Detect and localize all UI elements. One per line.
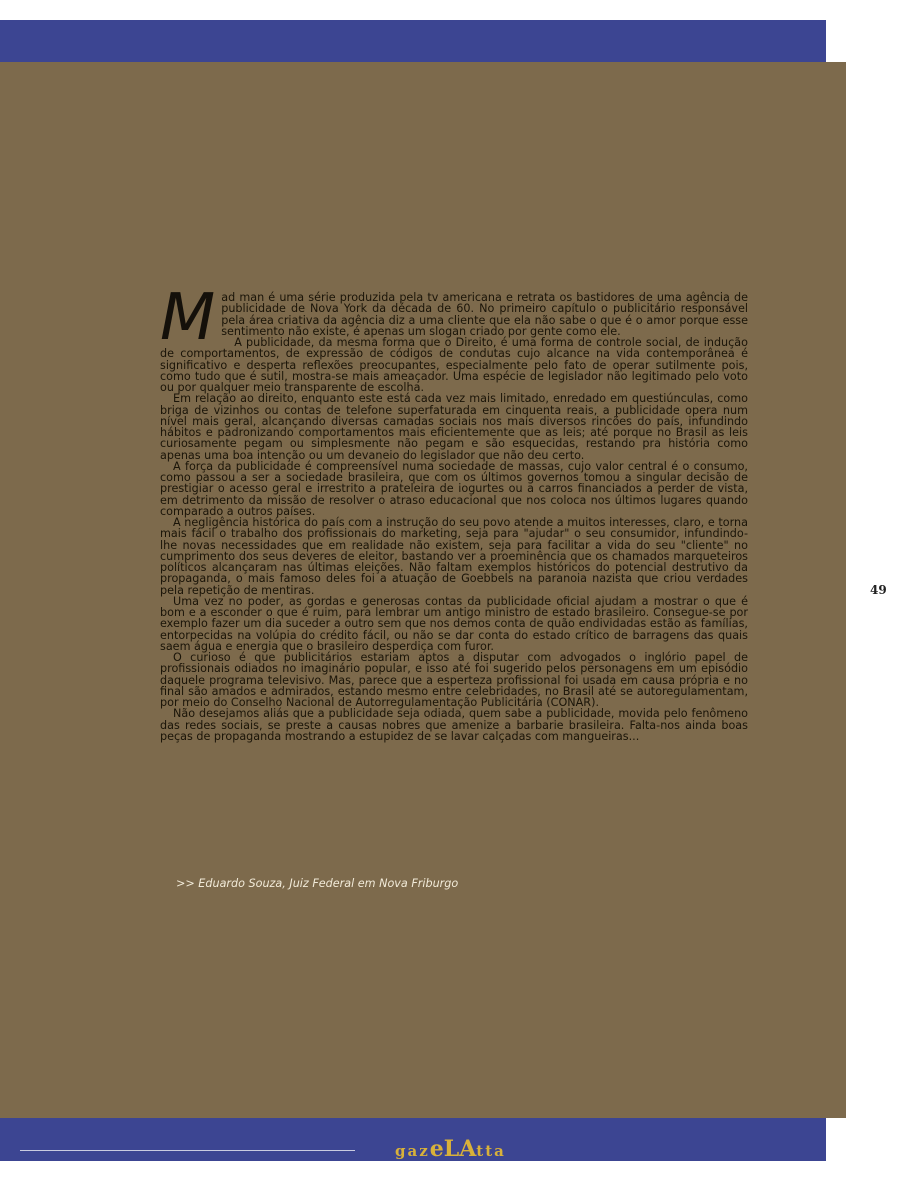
drop-cap: M — [160, 281, 216, 355]
footer-rule — [20, 1150, 355, 1151]
logo-text-mid: eLA — [429, 1136, 477, 1162]
logo-text-right: tta — [476, 1142, 506, 1160]
author-signature: >> Eduardo Souza, Juiz Federal em Nova Friburgo — [176, 877, 459, 890]
article-paragraph: Uma vez no poder, as gordas e generosas contas da publicidade oficial ajudam a mostrar o que é bom e a esconder o que é ruim, para lembrar um antigo ministro de estado brasileiro. Consegue-se por exemplo fazer um dia suceder a outro sem que nos demos conta de quão endividadas estão as famílias, entorpecidas na volúpia do crédito fácil, ou não se dar conta do estado crítico de barragens das quais saem água e energia que o brasileiro desperdiça com furor. — [160, 594, 748, 653]
top-color-band — [0, 20, 826, 62]
article-paragraph: A força da publicidade é compreensível numa sociedade de massas, cujo valor central é o consumo, como passou a ser a sociedade brasileira, que com os últimos governos tomou a singular decisão de prestigiar o acesso geral e irrestrito a prateleira de iogurtes ou a carros financiados a perder de vista, em detrimento da missão de resolver o atraso educacional que nos coloca nos últimos lugares quando comparado a outros países. — [160, 459, 748, 518]
article-body — [160, 281, 748, 743]
article-paragraph: ad man é uma série produzida pela tv americana e retrata os bastidores de uma agência de publicidade de Nova York da década de 60. No primeiro capítulo o publicitário responsável pela área criativa da agência diz a uma cliente que ela não sabe o que é o amor porque esse sentimento não existe, é apenas um slogan criado por gente como ele. — [221, 291, 748, 338]
article-paragraph: A publicidade, da mesma forma que o Direito, é uma forma de controle social, de indução de comportamentos, de expressão de códigos de condutas cujo alcance na vida contemporânea é significativo e desperta reflexões preocupantes, especialmente pelo fato de operar sutilmente pois, como tudo que é sutil, mostra-se mais ameaçador. Uma espécie de legislador não legitimado pelo voto ou por qualquer meio transparente de escolha. — [160, 336, 748, 394]
article-paragraph: A negligência histórica do país com a instrução do seu povo atende a muitos interesses, claro, e torna mais fácil o trabalho dos profissionais do marketing, seja para "ajudar" o seu consumidor, infundindo-lhe novas necessidades que em realidade não existem, seja para facilitar a vida do seu "cliente" no cumprimento dos seus deveres de eleitor, bastando ver a proeminência que os chamados marqueteiros políticos alcançaram nas últimas eleições. Não faltam exemplos históricos do potencial destrutivo da propaganda, o mais famoso deles foi a atuação de Goebbels na paranoia nazista que criou verdades pela repetição de mentiras. — [160, 516, 748, 597]
magazine-logo — [395, 1136, 506, 1163]
article-paragraph: Em relação ao direito, enquanto este está cada vez mais limitado, enredado em questiúnculas, como briga de vizinhos ou contas de telefone superfaturada em cinquenta reais, a publicidade opera num nível mais geral, alcançando diversas camadas sociais nos mais diversos rincões do país, infundindo hábitos e padronizando comportamentos mais eficientemente que as leis; até porque no Brasil as leis curiosamente pegam ou simplesmente não pegam e são esquecidas, restando pra história como apenas uma boa intenção ou um devaneio do legislador que não deu certo. — [160, 392, 748, 462]
article-paragraph: Não desejamos aliás que a publicidade seja odiada, quem sabe a publicidade, movida pelo fenômeno das redes sociais, se preste a causas nobres que amenize a barbarie brasileira. Falta-nos ainda boas peças de propaganda mostrando a estupidez de se lavar calçadas com mangueiras... — [160, 707, 748, 743]
page-number: 49 — [870, 583, 887, 597]
article-paragraph: O curioso é que publicitários estariam aptos a disputar com advogados o inglório papel de profissionais odiados no imaginário popular, e isso até foi sugerido pelos personagens em um episódio daquele programa televisivo. Mas, parece que a esperteza profissional foi usada em causa própria e no final são amados e admirados, estando mesmo entre celebridades, no Brasil até se autoregulamentam, por meio do Conselho Nacional de Autorregulamentação Publicitária (CONAR). — [160, 651, 748, 709]
logo-text-left: gaz — [395, 1142, 430, 1160]
